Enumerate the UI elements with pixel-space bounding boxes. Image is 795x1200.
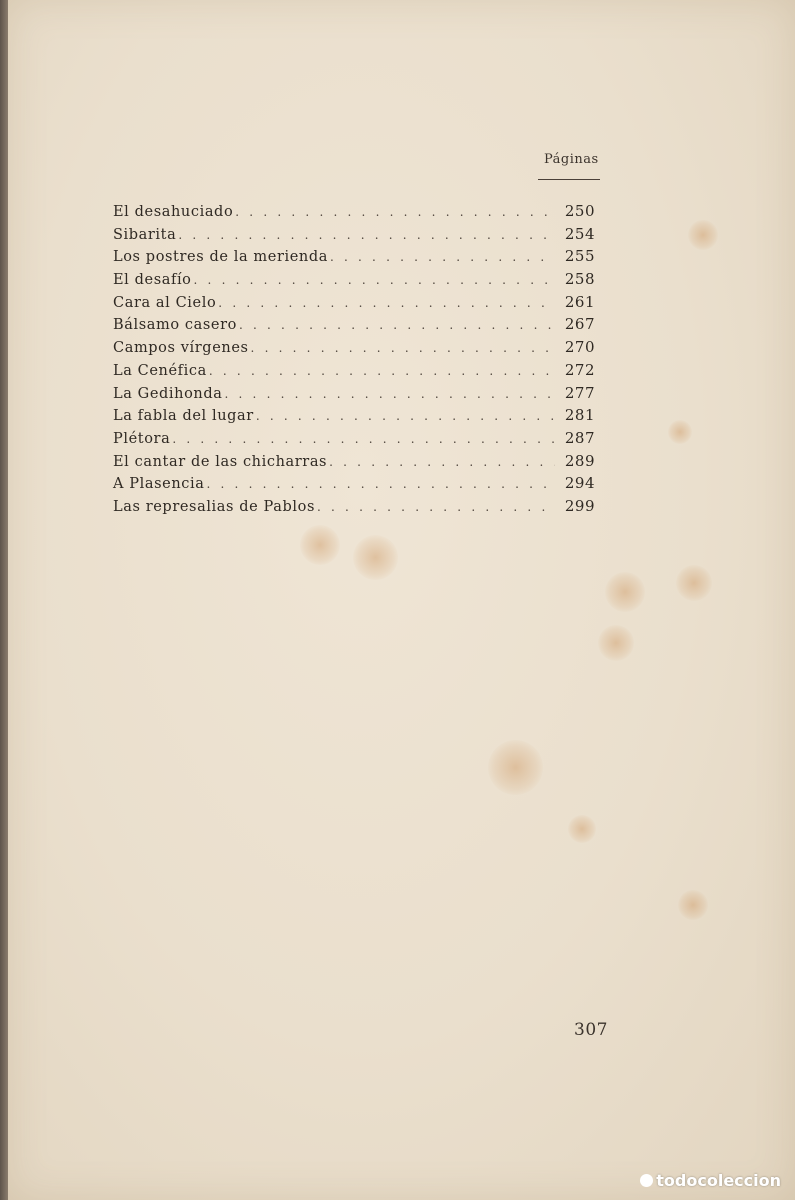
dot-leader xyxy=(206,477,555,491)
toc-entry xyxy=(113,497,595,520)
toc-entry-page: 281 xyxy=(564,406,595,425)
header-rule xyxy=(538,179,600,180)
toc-entry-page: 267 xyxy=(564,315,595,334)
toc-entry-page: 258 xyxy=(564,270,595,289)
dot-leader xyxy=(218,296,555,310)
toc-entry xyxy=(113,225,595,248)
table-of-contents xyxy=(113,202,595,520)
toc-entry-title: La Gedihonda xyxy=(113,385,223,402)
toc-entry-page: 272 xyxy=(564,360,595,379)
toc-entry xyxy=(113,384,595,407)
dot-leader xyxy=(225,387,556,401)
dot-leader xyxy=(172,432,555,446)
watermark-logo-icon xyxy=(640,1174,653,1187)
foxing-stain xyxy=(688,220,718,250)
toc-entry-page: 250 xyxy=(564,202,595,220)
toc-entry-title: Bálsamo casero xyxy=(113,317,237,334)
toc-entry-page: 254 xyxy=(564,224,595,243)
toc-entry-page: 294 xyxy=(564,474,595,493)
toc-entry-title: Sibarita xyxy=(113,226,177,243)
toc-entry-title: Las represalias de Pablos xyxy=(113,498,315,515)
toc-entry-title: A Plasencia xyxy=(113,476,205,493)
dot-leader xyxy=(194,273,555,287)
watermark xyxy=(640,1171,781,1190)
toc-entry xyxy=(113,293,595,316)
toc-entry xyxy=(113,315,595,338)
toc-entry-title: Cara al Cielo xyxy=(113,294,217,311)
toc-entry-title: El desafío xyxy=(113,272,192,289)
dot-leader xyxy=(209,364,555,378)
dot-leader xyxy=(317,500,555,514)
toc-entry-title: El desahuciado xyxy=(113,204,234,220)
foxing-stain xyxy=(668,420,692,444)
toc-entry-title: El cantar de las chicharras xyxy=(113,453,328,470)
toc-entry-page: 289 xyxy=(564,451,595,470)
toc-entry xyxy=(113,247,595,270)
toc-entry xyxy=(113,406,595,429)
foxing-stain xyxy=(488,740,543,795)
dot-leader xyxy=(251,341,555,355)
watermark-text: todocoleccion xyxy=(656,1171,781,1190)
toc-entry-title: La fabla del lugar xyxy=(113,408,254,425)
book-page xyxy=(8,0,795,1200)
toc-entry-page: 287 xyxy=(564,428,595,447)
dot-leader xyxy=(256,409,555,423)
toc-entry xyxy=(113,474,595,497)
page-number: 307 xyxy=(574,1020,608,1040)
dot-leader xyxy=(178,228,555,242)
toc-entry-title: Plétora xyxy=(113,430,171,447)
toc-entry xyxy=(113,429,595,452)
foxing-stain xyxy=(605,572,645,612)
foxing-stain xyxy=(598,625,634,661)
foxing-stain xyxy=(353,535,398,580)
dot-leader xyxy=(330,250,555,264)
foxing-stain xyxy=(568,815,596,843)
toc-entry xyxy=(113,361,595,384)
page-edge-shadow xyxy=(0,0,8,1200)
toc-entry-title: La Cenéfica xyxy=(113,362,207,379)
toc-entry-page: 261 xyxy=(564,292,595,311)
dot-leader xyxy=(235,205,555,219)
foxing-stain xyxy=(676,565,712,601)
toc-entry-page: 255 xyxy=(564,247,595,266)
toc-entry xyxy=(113,452,595,475)
toc-entry-page: 299 xyxy=(564,496,595,515)
toc-entry-title: Campos vírgenes xyxy=(113,340,249,357)
toc-entry-title: Los postres de la merienda xyxy=(113,249,328,266)
toc-entry xyxy=(113,338,595,361)
foxing-stain xyxy=(678,890,708,920)
toc-entry-page: 270 xyxy=(564,338,595,357)
toc-entry-page: 277 xyxy=(564,383,595,402)
dot-leader xyxy=(239,318,555,332)
dot-leader xyxy=(329,455,555,469)
pages-column-header: Páginas xyxy=(544,152,599,167)
foxing-stain xyxy=(300,525,340,565)
toc-entry xyxy=(113,270,595,293)
toc-entry xyxy=(113,202,595,225)
